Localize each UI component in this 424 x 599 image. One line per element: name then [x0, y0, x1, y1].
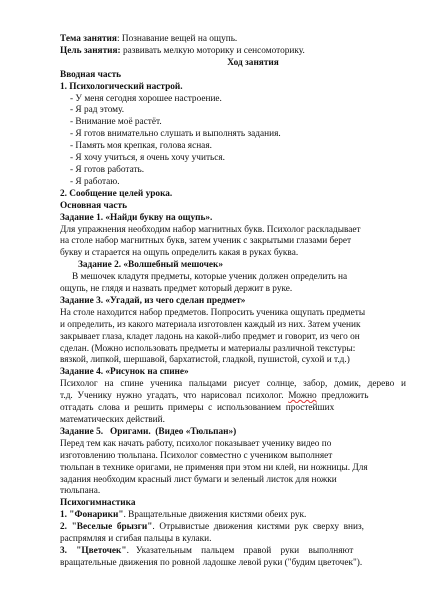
task2-heading: Задание 2. «Волшебный мешочек» [78, 260, 223, 271]
task5-text: тюльпан в технике оригами, не применяя при этом ни клей, ни ножницы. Для [60, 462, 368, 473]
task5-text: изготовлению тюльпана. Психолог совместно с учеником выполняет [60, 450, 333, 461]
psy-mood-item: - Я хочу учиться, я очень хочу учиться. [70, 153, 225, 164]
task1-text: Для упражнения необходим набор магнитных букв. Психолог раскладывает [60, 224, 361, 235]
task3-text: и определить, из какого материала изготовлен каждый из них. Затем ученик [60, 319, 361, 330]
goal-line [60, 46, 406, 58]
gymnastics-item: 3. "Цветочек". Указательным пальцем правой руки выполняют [60, 545, 354, 556]
task3-text: закрывает глаза, кладет ладонь на какой-либо предмет и говорит, из чего он [60, 331, 360, 342]
topic-text: : Познавание вещей на ощупь. [116, 34, 238, 44]
psy-mood-item: - Память моя крепкая, голова ясная. [70, 141, 212, 152]
goals-message-heading: 2. Сообщение целей урока. [60, 188, 173, 199]
psy-mood-item: - Я рад этому. [70, 105, 125, 116]
task4-text: математических действий. [60, 415, 165, 425]
course-title: Ход занятия [227, 57, 279, 68]
task1-text: букву и старается на ощупь определить какая в руках буква. [60, 248, 299, 259]
psy-mood-heading: 1. Психологический настрой. [60, 81, 183, 92]
main-part-heading: Основная часть [60, 200, 128, 211]
task4-heading: Задание 4. «Рисунок на спине» [60, 367, 189, 378]
task1-heading: Задание 1. «Найди букву на ощупь». [60, 212, 213, 223]
task2-text: ощупь, не глядя и назвать предмет который держит в руке. [60, 284, 293, 295]
goal-label: Цель занятия: [60, 45, 121, 56]
task3-heading: Задание 3. «Угадай, из чего сделан предмет» [60, 295, 246, 306]
psy-mood-item: - Я готов работать. [70, 164, 145, 175]
gymnastics-item: 1. "Фонарики". Вращательные движения кистями обеих рук. [60, 510, 307, 521]
task5-heading: Задание 5. Оригами. (Видео «Тюльпан») [60, 426, 237, 437]
goal-text: развивать мелкую моторику и сенсомоторику. [120, 45, 305, 56]
task4-text: отгадать слова и решить примеры с использованием простейших [60, 403, 335, 414]
psy-mood-item: - Внимание моё растёт. [70, 117, 162, 128]
gymnastics-item-text: распрямляя и сгибая пальцы в кулаки. [60, 534, 212, 545]
psy-mood-item: - Я готов внимательно слушать и выполнять задания. [70, 129, 281, 140]
topic-label: Тема занятия [60, 34, 117, 44]
task5-text: Перед тем как начать работу, психолог показывает ученику видео по [60, 438, 332, 449]
gymnastics-heading: Психогимнастика [60, 498, 136, 509]
task2-text: В мешочек кладутя предметы, которые ученик должен определить на [72, 272, 348, 283]
psy-mood-item: - Я работаю. [70, 176, 120, 187]
psy-mood-item: - У меня сегодня хорошее настроение. [70, 93, 222, 104]
task3-text: вязкой, липкой, шершавой, бархатистой, гладкой, пушистой, сухой и т.д.) [60, 355, 350, 366]
task3-text: На столе находится набор предметов. Попросить ученика ощупать предметы [60, 307, 366, 318]
task1-text: на столе набор магнитных букв, затем ученик с закрытыми глазами берет [60, 236, 352, 247]
gymnastics-item-text: вращательные движения по ровной ладошке левой руки ("будим цветочек"). [60, 557, 363, 568]
gymnastics-item: 2. "Веселые брызги". Отрывистые движения кистями рук сверху вниз, [60, 522, 364, 533]
task4-text: Психолог на спине ученика пальцами рисует солнце, забор, домик, дерево и [60, 379, 406, 390]
task5-text: задания необходим красный лист бумаги и зеленый листок для ножки [60, 474, 337, 485]
task3-text: сделан. (Можно использовать предметы и материалы различной текстуры: [60, 343, 356, 354]
task5-text: тюльпана. [60, 486, 101, 497]
spellcheck-word: Можно [288, 391, 317, 402]
topic-line [60, 34, 406, 46]
intro-heading: Вводная часть [60, 69, 122, 80]
task4-text: т.д. Ученику нужно угадать, что нарисовал психолог. Можно предложить [60, 391, 369, 402]
